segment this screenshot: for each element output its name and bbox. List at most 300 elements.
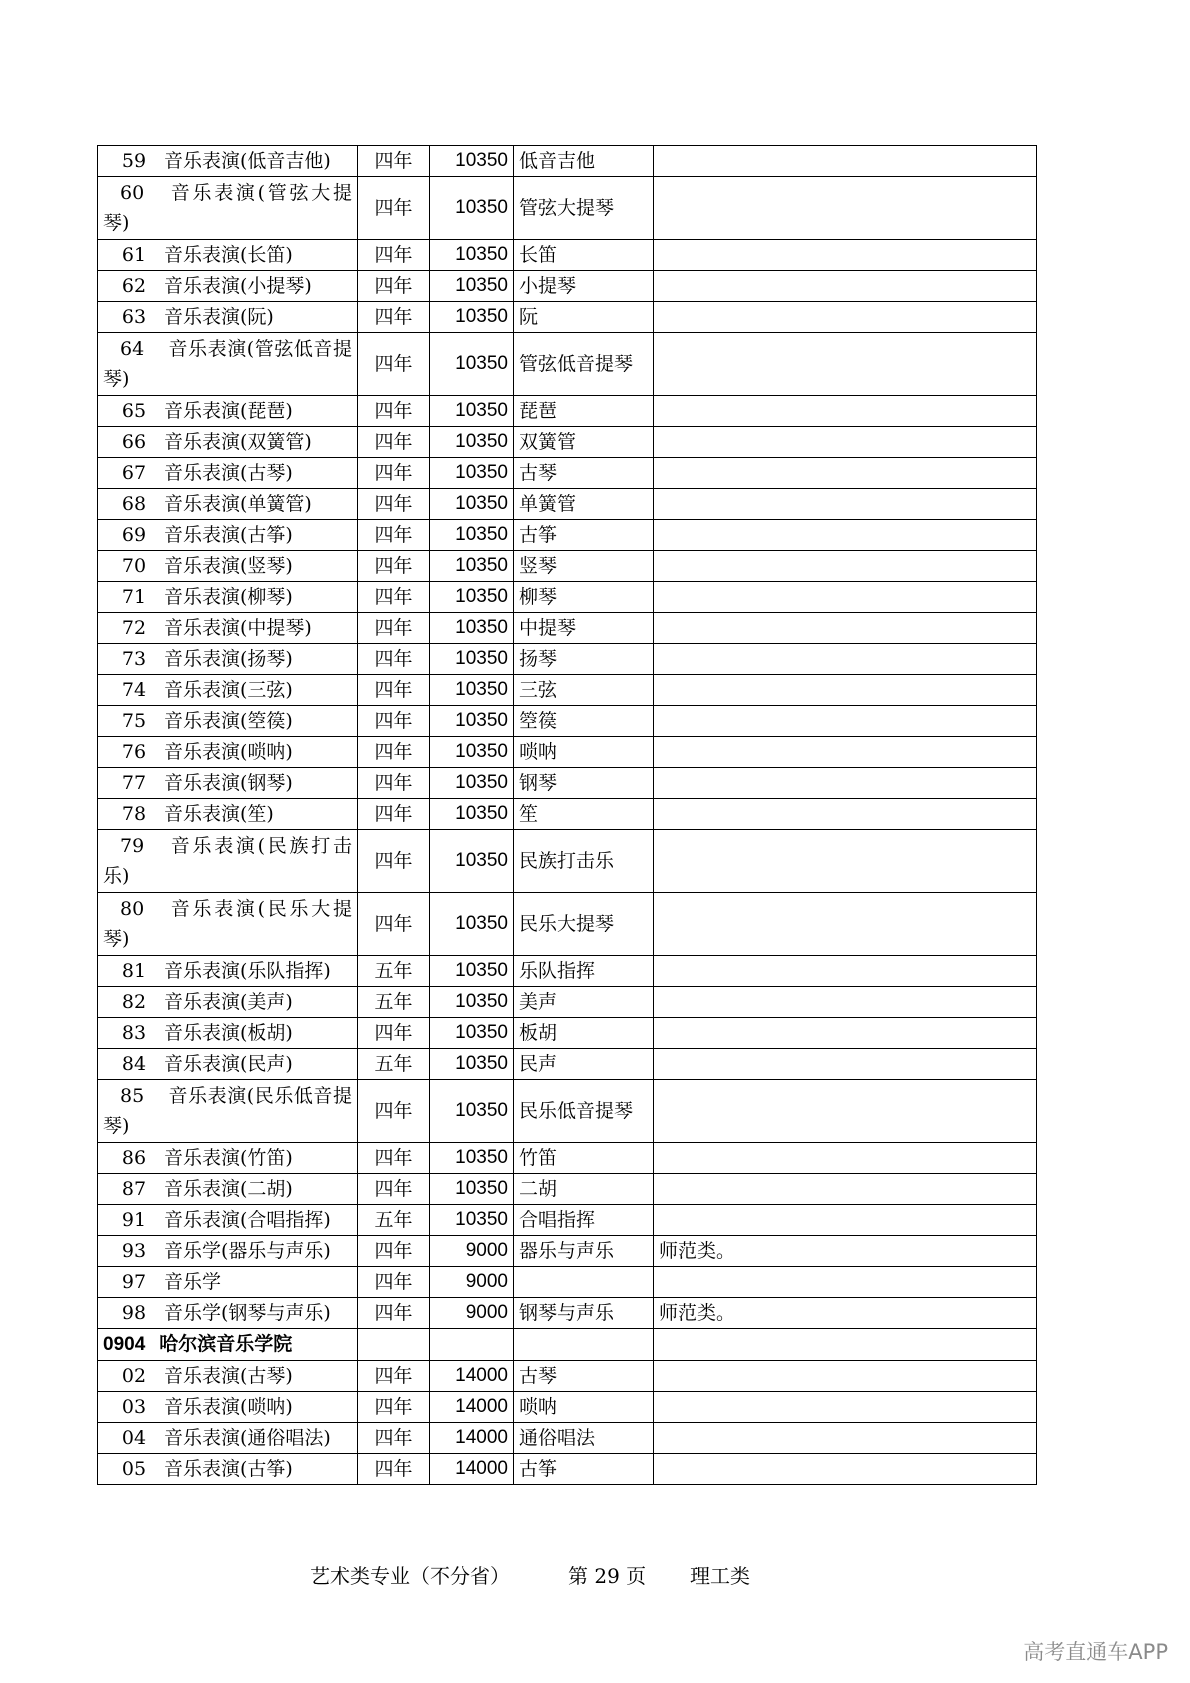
major-name: 音乐表演(双簧管) <box>164 431 312 453</box>
table-row <box>98 240 1037 271</box>
tuition-cell: 9000 <box>430 1298 514 1329</box>
major-cell <box>98 240 358 271</box>
duration-cell: 四年 <box>358 427 430 458</box>
note-cell <box>654 177 1037 240</box>
major-cell <box>98 737 358 768</box>
tuition-cell: 10350 <box>430 987 514 1018</box>
note-cell <box>654 613 1037 644</box>
table-row <box>98 333 1037 396</box>
duration-cell: 五年 <box>358 956 430 987</box>
tuition-cell: 10350 <box>430 582 514 613</box>
major-name: 音乐表演(古筝) <box>164 1458 293 1480</box>
note-cell <box>654 1080 1037 1143</box>
direction-cell: 柳琴 <box>514 582 654 613</box>
note-cell <box>654 1143 1037 1174</box>
table-row <box>98 956 1037 987</box>
major-cell <box>98 644 358 675</box>
major-cell <box>98 1018 358 1049</box>
major-name: 音乐表演(美声) <box>164 991 293 1013</box>
major-code: 82 <box>121 991 147 1013</box>
major-code: 75 <box>121 710 147 732</box>
major-cell <box>98 1267 358 1298</box>
note-cell <box>654 1392 1037 1423</box>
note-cell <box>654 1361 1037 1392</box>
major-name: 音乐表演(唢呐) <box>164 1396 293 1418</box>
direction-cell: 箜篌 <box>514 706 654 737</box>
note-cell <box>654 1174 1037 1205</box>
watermark: 高考直通车APP <box>1023 1640 1168 1664</box>
footer-page-number: 第 29 页 <box>568 1564 647 1588</box>
major-name: 音乐表演(竹笛) <box>164 1147 293 1169</box>
table-row <box>98 1267 1037 1298</box>
major-cell <box>98 1298 358 1329</box>
table-row <box>98 1454 1037 1485</box>
duration-cell: 四年 <box>358 1392 430 1423</box>
major-name: 音乐表演(管弦大提琴) <box>103 182 352 234</box>
direction-cell: 古琴 <box>514 458 654 489</box>
major-code: 93 <box>121 1240 147 1262</box>
direction-cell: 管弦大提琴 <box>514 177 654 240</box>
table-row <box>98 1392 1037 1423</box>
major-cell <box>98 1392 358 1423</box>
tuition-cell: 10350 <box>430 489 514 520</box>
direction-cell: 管弦低音提琴 <box>514 333 654 396</box>
major-name: 音乐表演(钢琴) <box>164 772 293 794</box>
direction-cell: 唢呐 <box>514 1392 654 1423</box>
table-row <box>98 427 1037 458</box>
major-name: 音乐学(钢琴与声乐) <box>164 1302 331 1324</box>
major-name: 音乐学 <box>164 1271 222 1293</box>
major-code: 61 <box>121 244 147 266</box>
direction-cell: 小提琴 <box>514 271 654 302</box>
major-name: 音乐表演(唢呐) <box>164 741 293 763</box>
duration-cell: 四年 <box>358 396 430 427</box>
tuition-cell: 10350 <box>430 333 514 396</box>
major-code: 76 <box>121 741 147 763</box>
duration-cell: 四年 <box>358 302 430 333</box>
major-code: 68 <box>121 493 147 515</box>
major-code: 87 <box>121 1178 147 1200</box>
major-cell <box>98 706 358 737</box>
major-code: 05 <box>121 1458 147 1480</box>
duration-cell: 四年 <box>358 1454 430 1485</box>
major-cell <box>98 489 358 520</box>
table-row <box>98 582 1037 613</box>
major-cell <box>98 177 358 240</box>
table-row <box>98 520 1037 551</box>
tuition-cell: 10350 <box>430 737 514 768</box>
institution-row <box>98 1329 1037 1361</box>
major-name: 音乐表演(民族打击乐) <box>103 835 352 887</box>
major-code: 63 <box>121 306 147 328</box>
duration-cell: 四年 <box>358 830 430 893</box>
direction-cell: 竹笛 <box>514 1143 654 1174</box>
major-code: 0904 <box>103 1334 146 1355</box>
duration-cell: 五年 <box>358 1049 430 1080</box>
note-cell <box>654 675 1037 706</box>
major-code: 02 <box>121 1365 147 1387</box>
major-cell <box>98 520 358 551</box>
tuition-cell: 10350 <box>430 1080 514 1143</box>
major-cell <box>98 271 358 302</box>
tuition-cell: 10350 <box>430 1205 514 1236</box>
duration-cell: 四年 <box>358 644 430 675</box>
direction-cell: 二胡 <box>514 1174 654 1205</box>
direction-cell <box>514 1329 654 1361</box>
direction-cell: 笙 <box>514 799 654 830</box>
major-name: 音乐表演(琵琶) <box>164 400 293 422</box>
tuition-cell: 10350 <box>430 768 514 799</box>
tuition-cell: 10350 <box>430 396 514 427</box>
tuition-cell: 10350 <box>430 551 514 582</box>
duration-cell: 四年 <box>358 1267 430 1298</box>
note-cell <box>654 1454 1037 1485</box>
major-code: 84 <box>121 1053 147 1075</box>
major-cell <box>98 987 358 1018</box>
tuition-cell: 10350 <box>430 271 514 302</box>
note-cell <box>654 706 1037 737</box>
major-cell <box>98 333 358 396</box>
tuition-cell: 9000 <box>430 1236 514 1267</box>
direction-cell: 三弦 <box>514 675 654 706</box>
major-code: 98 <box>121 1302 147 1324</box>
table-row <box>98 489 1037 520</box>
duration-cell: 四年 <box>358 489 430 520</box>
major-code: 74 <box>121 679 147 701</box>
tuition-cell: 10350 <box>430 146 514 177</box>
tuition-cell: 10350 <box>430 613 514 644</box>
major-name: 音乐表演(阮) <box>164 306 274 328</box>
major-code: 79 <box>120 835 145 857</box>
table-row <box>98 1298 1037 1329</box>
major-cell <box>98 830 358 893</box>
duration-cell: 四年 <box>358 1018 430 1049</box>
table-row <box>98 302 1037 333</box>
note-cell <box>654 737 1037 768</box>
table-row <box>98 1143 1037 1174</box>
major-name: 音乐学(器乐与声乐) <box>164 1240 331 1262</box>
note-cell <box>654 396 1037 427</box>
table-row <box>98 1049 1037 1080</box>
major-cell <box>98 551 358 582</box>
major-code: 66 <box>121 431 147 453</box>
major-code: 65 <box>121 400 147 422</box>
note-cell <box>654 1423 1037 1454</box>
direction-cell: 民族打击乐 <box>514 830 654 893</box>
direction-cell: 钢琴与声乐 <box>514 1298 654 1329</box>
tuition-cell: 10350 <box>430 956 514 987</box>
major-cell <box>98 396 358 427</box>
major-code: 62 <box>121 275 147 297</box>
direction-cell: 板胡 <box>514 1018 654 1049</box>
major-cell <box>98 146 358 177</box>
note-cell <box>654 893 1037 956</box>
duration-cell: 四年 <box>358 1174 430 1205</box>
table-row <box>98 1080 1037 1143</box>
major-cell <box>98 582 358 613</box>
major-name: 哈尔滨音乐学院 <box>159 1333 293 1355</box>
table-row <box>98 987 1037 1018</box>
duration-cell: 五年 <box>358 1205 430 1236</box>
major-code: 97 <box>121 1271 147 1293</box>
direction-cell: 古筝 <box>514 520 654 551</box>
tuition-cell: 10350 <box>430 177 514 240</box>
note-cell <box>654 551 1037 582</box>
direction-cell: 民乐低音提琴 <box>514 1080 654 1143</box>
duration-cell: 四年 <box>358 1361 430 1392</box>
major-name: 音乐表演(古筝) <box>164 524 293 546</box>
duration-cell: 四年 <box>358 1080 430 1143</box>
major-code: 78 <box>121 803 147 825</box>
duration-cell: 四年 <box>358 582 430 613</box>
direction-cell: 民声 <box>514 1049 654 1080</box>
duration-cell: 四年 <box>358 1143 430 1174</box>
major-code: 85 <box>120 1085 145 1107</box>
note-cell <box>654 987 1037 1018</box>
tuition-cell: 14000 <box>430 1454 514 1485</box>
major-code: 83 <box>121 1022 147 1044</box>
tuition-cell: 10350 <box>430 830 514 893</box>
note-cell <box>654 489 1037 520</box>
major-name: 音乐表演(单簧管) <box>164 493 312 515</box>
note-cell <box>654 520 1037 551</box>
major-name: 音乐表演(扬琴) <box>164 648 293 670</box>
major-cell <box>98 1174 358 1205</box>
direction-cell: 古筝 <box>514 1454 654 1485</box>
major-code: 77 <box>121 772 147 794</box>
direction-cell: 长笛 <box>514 240 654 271</box>
duration-cell: 四年 <box>358 271 430 302</box>
table-row <box>98 271 1037 302</box>
duration-cell: 四年 <box>358 613 430 644</box>
duration-cell: 四年 <box>358 675 430 706</box>
major-code: 72 <box>121 617 147 639</box>
major-code: 73 <box>121 648 147 670</box>
major-cell <box>98 799 358 830</box>
note-cell <box>654 427 1037 458</box>
note-cell <box>654 271 1037 302</box>
duration-cell: 四年 <box>358 177 430 240</box>
major-name: 音乐表演(二胡) <box>164 1178 293 1200</box>
table-row <box>98 458 1037 489</box>
major-name: 音乐表演(笙) <box>164 803 274 825</box>
major-name: 音乐表演(三弦) <box>164 679 293 701</box>
direction-cell: 器乐与声乐 <box>514 1236 654 1267</box>
major-name: 音乐表演(古琴) <box>164 1365 293 1387</box>
note-cell: 师范类。 <box>654 1236 1037 1267</box>
direction-cell: 钢琴 <box>514 768 654 799</box>
tuition-cell: 10350 <box>430 1174 514 1205</box>
major-code: 86 <box>121 1147 147 1169</box>
major-code: 03 <box>121 1396 147 1418</box>
table-row <box>98 768 1037 799</box>
note-cell <box>654 333 1037 396</box>
direction-cell: 古琴 <box>514 1361 654 1392</box>
duration-cell: 四年 <box>358 333 430 396</box>
tuition-cell: 10350 <box>430 1049 514 1080</box>
table-row <box>98 1174 1037 1205</box>
major-cell <box>98 1329 358 1361</box>
direction-cell: 竖琴 <box>514 551 654 582</box>
tuition-cell: 14000 <box>430 1361 514 1392</box>
footer-track: 理工类 <box>690 1564 750 1588</box>
duration-cell: 四年 <box>358 706 430 737</box>
major-code: 69 <box>121 524 147 546</box>
duration-cell: 四年 <box>358 893 430 956</box>
table-row <box>98 177 1037 240</box>
major-cell <box>98 427 358 458</box>
major-code: 04 <box>121 1427 147 1449</box>
tuition-cell: 9000 <box>430 1267 514 1298</box>
major-name: 音乐表演(长笛) <box>164 244 293 266</box>
direction-cell: 民乐大提琴 <box>514 893 654 956</box>
direction-cell: 乐队指挥 <box>514 956 654 987</box>
duration-cell: 四年 <box>358 1423 430 1454</box>
note-cell <box>654 830 1037 893</box>
note-cell <box>654 1018 1037 1049</box>
direction-cell: 双簧管 <box>514 427 654 458</box>
tuition-cell <box>430 1329 514 1361</box>
note-cell <box>654 1329 1037 1361</box>
duration-cell: 四年 <box>358 551 430 582</box>
duration-cell: 四年 <box>358 146 430 177</box>
tuition-cell: 10350 <box>430 240 514 271</box>
direction-cell <box>514 1267 654 1298</box>
note-cell <box>654 1267 1037 1298</box>
major-name: 音乐表演(竖琴) <box>164 555 293 577</box>
note-cell <box>654 644 1037 675</box>
major-name: 音乐表演(板胡) <box>164 1022 293 1044</box>
major-name: 音乐表演(民乐大提琴) <box>103 898 352 950</box>
table-row <box>98 1236 1037 1267</box>
note-cell <box>654 240 1037 271</box>
major-name: 音乐表演(民声) <box>164 1053 293 1075</box>
table-body <box>98 146 1037 1485</box>
note-cell: 师范类。 <box>654 1298 1037 1329</box>
direction-cell: 扬琴 <box>514 644 654 675</box>
major-code: 91 <box>121 1209 147 1231</box>
major-code: 70 <box>121 555 147 577</box>
tuition-cell: 10350 <box>430 302 514 333</box>
table-row <box>98 551 1037 582</box>
major-cell <box>98 675 358 706</box>
major-name: 音乐表演(低音吉他) <box>164 150 331 172</box>
table-row <box>98 613 1037 644</box>
major-cell <box>98 613 358 644</box>
note-cell <box>654 458 1037 489</box>
tuition-cell: 10350 <box>430 427 514 458</box>
major-name: 音乐表演(管弦低音提琴) <box>103 338 352 390</box>
direction-cell: 美声 <box>514 987 654 1018</box>
major-cell <box>98 956 358 987</box>
duration-cell: 四年 <box>358 768 430 799</box>
major-name: 音乐表演(小提琴) <box>164 275 312 297</box>
duration-cell: 五年 <box>358 987 430 1018</box>
major-cell <box>98 1205 358 1236</box>
table-row <box>98 644 1037 675</box>
major-name: 音乐表演(乐队指挥) <box>164 960 331 982</box>
table-row <box>98 830 1037 893</box>
duration-cell: 四年 <box>358 1236 430 1267</box>
major-code: 59 <box>121 150 147 172</box>
major-cell <box>98 1454 358 1485</box>
duration-cell: 四年 <box>358 737 430 768</box>
table-row <box>98 1205 1037 1236</box>
duration-cell: 四年 <box>358 240 430 271</box>
major-code: 71 <box>121 586 147 608</box>
direction-cell: 通俗唱法 <box>514 1423 654 1454</box>
footer-category: 艺术类专业（不分省） <box>310 1564 510 1588</box>
major-cell <box>98 768 358 799</box>
major-cell <box>98 302 358 333</box>
note-cell <box>654 146 1037 177</box>
direction-cell: 中提琴 <box>514 613 654 644</box>
table-row <box>98 1018 1037 1049</box>
major-name: 音乐表演(古琴) <box>164 462 293 484</box>
tuition-cell: 10350 <box>430 893 514 956</box>
tuition-cell: 10350 <box>430 458 514 489</box>
direction-cell: 琵琶 <box>514 396 654 427</box>
duration-cell: 四年 <box>358 520 430 551</box>
major-name: 音乐表演(民乐低音提琴) <box>103 1085 352 1137</box>
direction-cell: 阮 <box>514 302 654 333</box>
major-code: 81 <box>121 960 147 982</box>
major-code: 67 <box>121 462 147 484</box>
tuition-cell: 10350 <box>430 520 514 551</box>
tuition-cell: 10350 <box>430 675 514 706</box>
major-name: 音乐表演(通俗唱法) <box>164 1427 331 1449</box>
table-row <box>98 706 1037 737</box>
major-cell <box>98 458 358 489</box>
tuition-cell: 10350 <box>430 1143 514 1174</box>
major-name: 音乐表演(合唱指挥) <box>164 1209 331 1231</box>
table-row <box>98 799 1037 830</box>
table-row <box>98 893 1037 956</box>
table-row <box>98 675 1037 706</box>
note-cell <box>654 1049 1037 1080</box>
direction-cell: 合唱指挥 <box>514 1205 654 1236</box>
tuition-cell: 10350 <box>430 706 514 737</box>
note-cell <box>654 956 1037 987</box>
direction-cell: 低音吉他 <box>514 146 654 177</box>
major-name: 音乐表演(柳琴) <box>164 586 293 608</box>
table-row <box>98 737 1037 768</box>
major-name: 音乐表演(箜篌) <box>164 710 293 732</box>
tuition-cell: 10350 <box>430 799 514 830</box>
note-cell <box>654 768 1037 799</box>
note-cell <box>654 1205 1037 1236</box>
direction-cell: 唢呐 <box>514 737 654 768</box>
direction-cell: 单簧管 <box>514 489 654 520</box>
tuition-cell: 10350 <box>430 1018 514 1049</box>
major-cell <box>98 1236 358 1267</box>
note-cell <box>654 799 1037 830</box>
table-row <box>98 1361 1037 1392</box>
major-cell <box>98 1423 358 1454</box>
duration-cell: 四年 <box>358 1298 430 1329</box>
major-code: 80 <box>120 898 145 920</box>
enrollment-table <box>97 145 1037 1485</box>
table-row <box>98 146 1037 177</box>
major-cell <box>98 893 358 956</box>
tuition-cell: 14000 <box>430 1423 514 1454</box>
duration-cell: 四年 <box>358 458 430 489</box>
table-row <box>98 396 1037 427</box>
major-cell <box>98 1080 358 1143</box>
major-code: 60 <box>120 182 145 204</box>
major-code: 64 <box>120 338 145 360</box>
major-cell <box>98 1143 358 1174</box>
